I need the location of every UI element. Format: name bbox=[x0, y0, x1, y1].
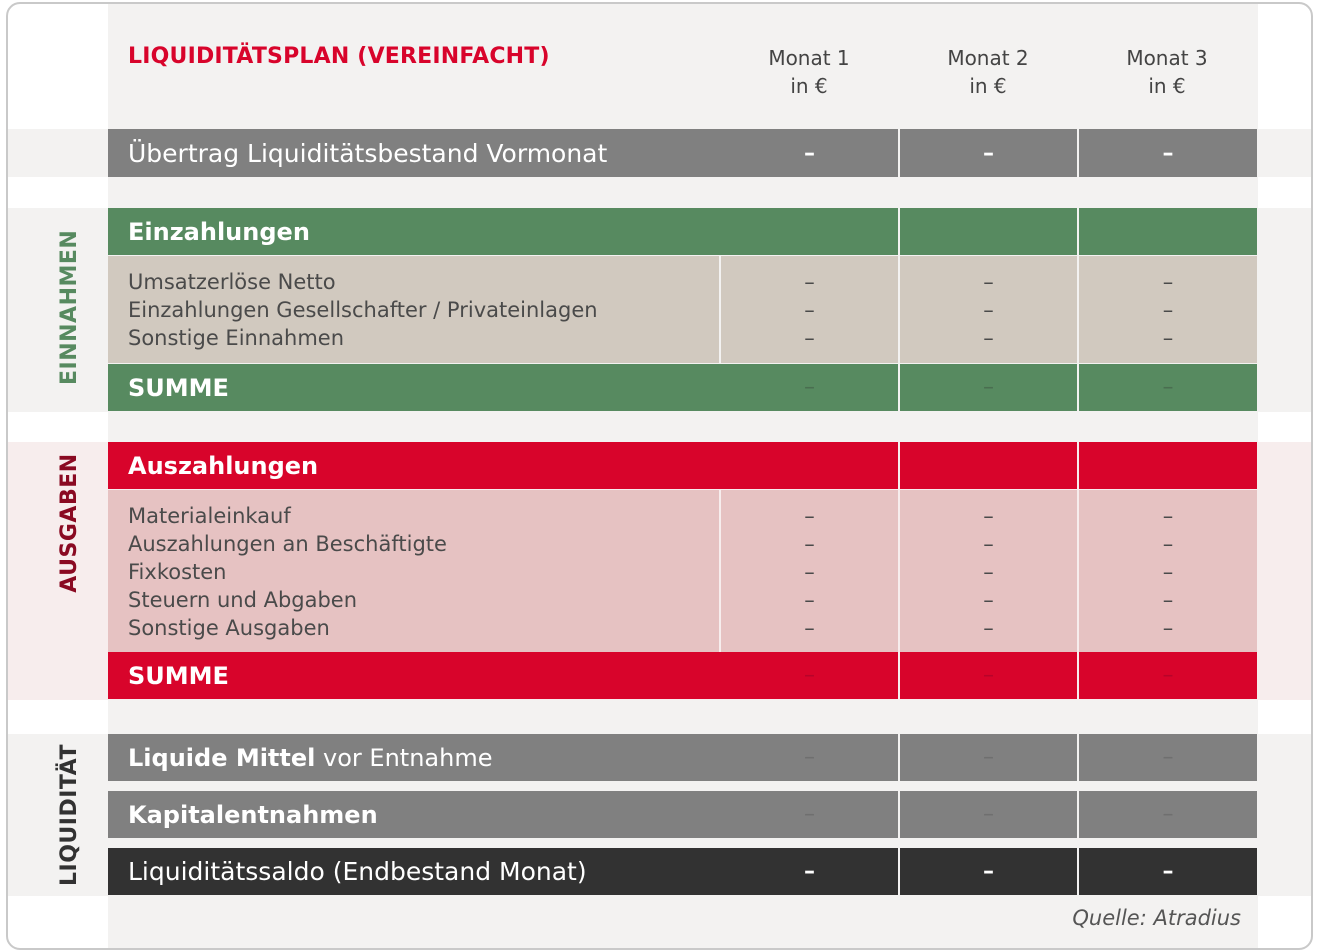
einnahmen-item-list bbox=[128, 268, 598, 352]
liquide-mittel-3: – bbox=[1079, 734, 1257, 781]
kapitalentnahmen-1: – bbox=[721, 791, 898, 838]
list-item: Einzahlungen Gesellschafter / Privateinlagen bbox=[128, 298, 598, 322]
uebertrag-value-2: – bbox=[900, 129, 1077, 177]
einnahmen-summe-2: – bbox=[900, 364, 1077, 411]
month-3-header: Monat 3 in € bbox=[1126, 46, 1208, 98]
liquidity-plan-table bbox=[6, 2, 1313, 950]
liquiditaetssaldo-2: – bbox=[900, 848, 1077, 895]
einnahmen-summe-label: SUMME bbox=[108, 364, 739, 411]
einnahmen-values-2: – – – bbox=[983, 270, 994, 350]
einzahlungen-header: Einzahlungen bbox=[108, 208, 739, 255]
liquide-mittel-bold: Liquide Mittel bbox=[128, 743, 316, 772]
list-item: Fixkosten bbox=[128, 560, 227, 584]
einzahlungen-header-cell-2 bbox=[900, 208, 1077, 255]
liquiditaetssaldo-1: – bbox=[721, 848, 898, 895]
list-item: Sonstige Einnahmen bbox=[128, 326, 345, 350]
uebertrag-label: Übertrag Liquiditätsbestand Vormonat bbox=[108, 129, 739, 177]
kapitalentnahmen-2: – bbox=[900, 791, 1077, 838]
einnahmen-summe-3: – bbox=[1079, 364, 1257, 411]
liquiditaet-side-label: LIQUIDITÄT bbox=[57, 743, 82, 887]
einnahmen-values-3: – – – bbox=[1162, 270, 1174, 350]
source-note: Quelle: Atradius bbox=[1072, 906, 1241, 930]
kapitalentnahmen-label: Kapitalentnahmen bbox=[108, 791, 739, 838]
list-item: Materialeinkauf bbox=[128, 504, 291, 528]
liquide-mittel-1: – bbox=[721, 734, 898, 781]
ausgaben-summe-label: SUMME bbox=[108, 652, 739, 699]
liquide-mittel-label bbox=[108, 734, 739, 781]
liquiditaetssaldo-label: Liquiditätssaldo (Endbestand Monat) bbox=[108, 848, 739, 895]
einnahmen-values-1: – – – bbox=[804, 270, 815, 350]
page-title: LIQUIDITÄTSPLAN (VEREINFACHT) bbox=[128, 44, 550, 69]
ausgaben-summe-1: – bbox=[721, 652, 898, 699]
liquide-mittel-rest: vor Entnahme bbox=[315, 743, 493, 772]
month-1-header: Monat 1 in € bbox=[768, 46, 850, 98]
ausgaben-values-2: – – – – – bbox=[983, 504, 994, 640]
list-item: Sonstige Ausgaben bbox=[128, 616, 330, 640]
liquiditaetssaldo-3: – bbox=[1079, 848, 1257, 895]
auszahlungen-header-cell-2 bbox=[900, 442, 1077, 489]
list-item: Auszahlungen an Beschäftigte bbox=[128, 532, 447, 556]
uebertrag-value-3: – bbox=[1079, 129, 1257, 177]
liquide-mittel-2: – bbox=[900, 734, 1077, 781]
ausgaben-values-1: – – – – – bbox=[804, 504, 815, 640]
ausgaben-values-3: – – – – – bbox=[1162, 504, 1174, 640]
ausgaben-item-list bbox=[128, 502, 447, 642]
list-item: Steuern und Abgaben bbox=[128, 588, 358, 612]
ausgaben-summe-2: – bbox=[900, 652, 1077, 699]
auszahlungen-header-cell-1 bbox=[721, 442, 898, 489]
einnahmen-summe-1: – bbox=[721, 364, 898, 411]
list-item: Umsatzerlöse Netto bbox=[128, 270, 336, 294]
ausgaben-summe-3: – bbox=[1079, 652, 1257, 699]
auszahlungen-header: Auszahlungen bbox=[108, 442, 739, 489]
uebertrag-value-1: – bbox=[721, 129, 898, 177]
einnahmen-side-label: EINNAHMEN bbox=[57, 229, 82, 385]
month-2-header: Monat 2 in € bbox=[947, 46, 1029, 98]
einzahlungen-header-cell-3 bbox=[1079, 208, 1257, 255]
auszahlungen-header-cell-3 bbox=[1079, 442, 1257, 489]
einzahlungen-header-cell-1 bbox=[721, 208, 898, 255]
ausgaben-side-label: AUSGABEN bbox=[57, 453, 82, 593]
kapitalentnahmen-3: – bbox=[1079, 791, 1257, 838]
